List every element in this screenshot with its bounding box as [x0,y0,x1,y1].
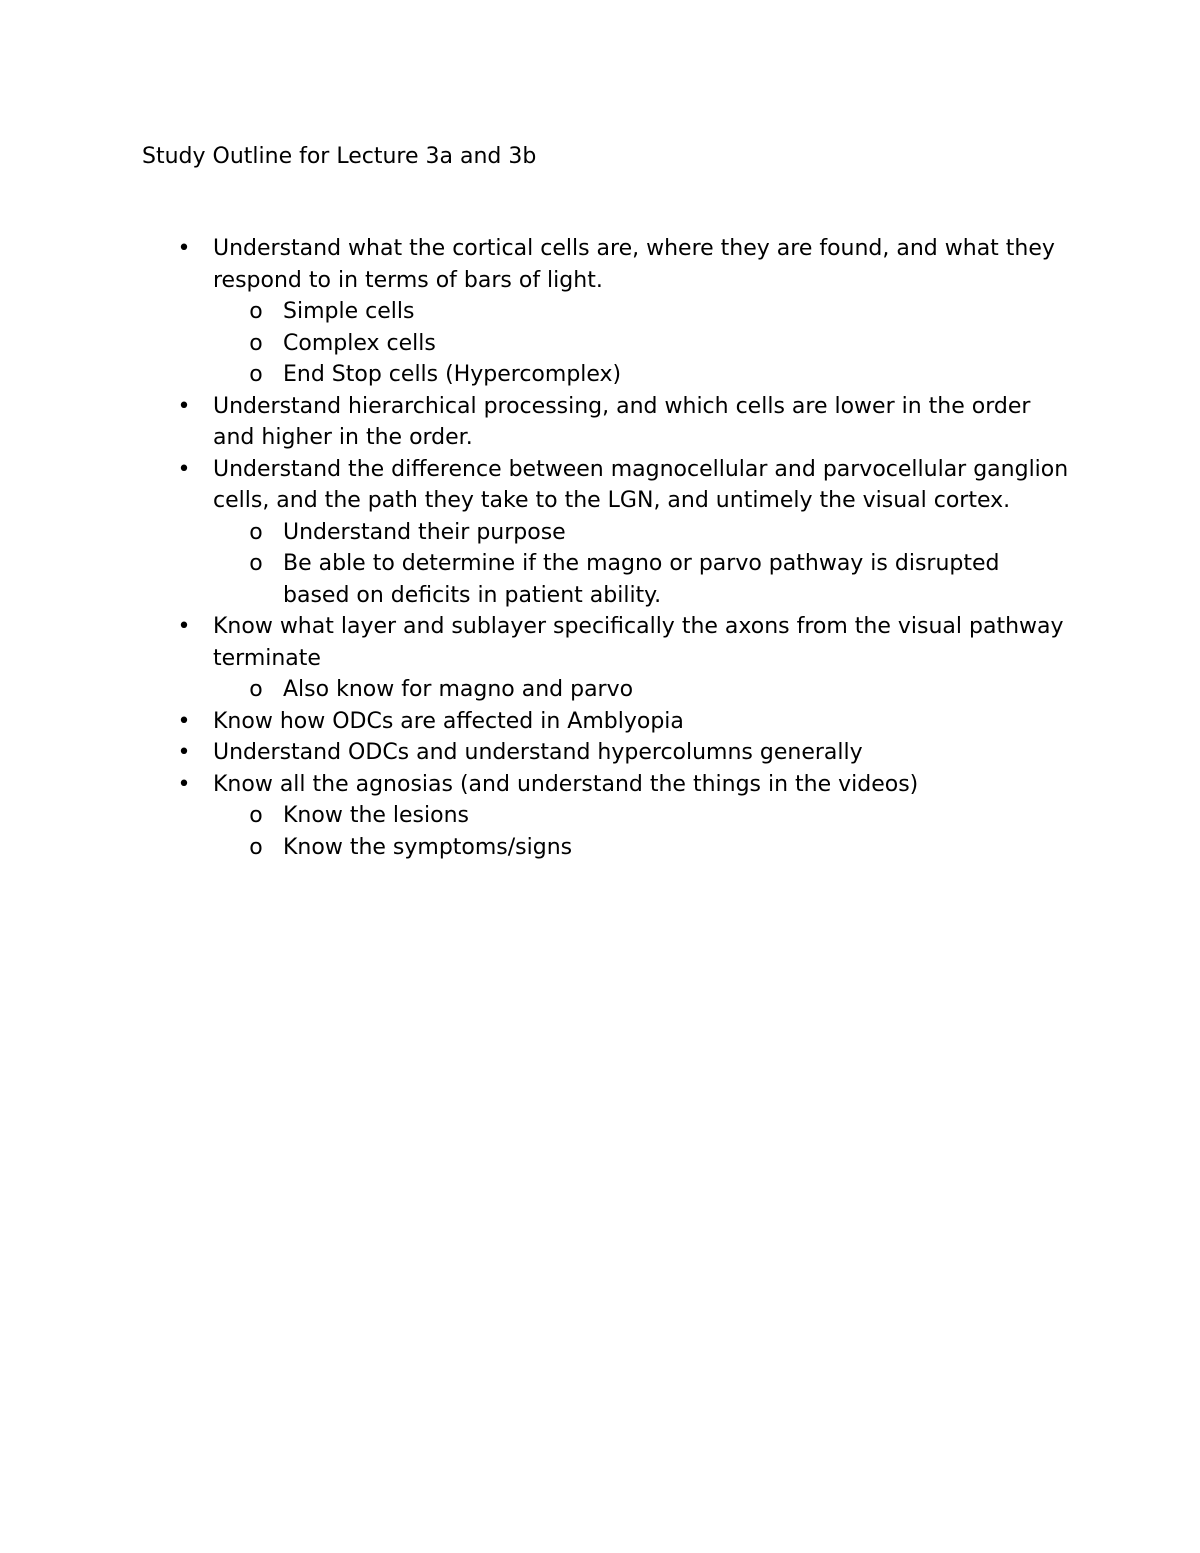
bullet-icon: • [177,708,191,734]
list-item-text: Know how ODCs are affected in Amblyopia [213,708,684,734]
sub-list-item-text: Simple cells [283,299,415,324]
bullet-icon: • [177,393,191,419]
outline-list [142,233,1072,863]
list-item [142,706,1072,738]
list-item-text: Understand the difference between magnocellular and parvocellular ganglion cells, and the path they take to the LGN, and untimely the visual cortex. [213,456,1069,513]
sub-list-item [142,328,1072,360]
bullet-icon: • [177,614,191,639]
list-item-text: Understand ODCs and understand hypercolumns generally [213,740,863,765]
sub-bullet-icon: o [249,834,263,860]
sub-bullet-icon: o [249,677,263,702]
list-item [142,737,1072,769]
sub-list-item-text: Be able to determine if the magno or parvo pathway is disrupted based on deficits in patient ability. [283,551,1000,608]
sub-bullet-icon: o [249,330,263,356]
sub-list-item-text: Also know for magno and parvo [283,677,634,702]
bullet-icon: • [177,771,191,797]
list-item [142,233,1072,296]
sub-list-item [142,517,1072,549]
bullet-icon: • [177,236,191,261]
bullet-icon: • [177,456,191,482]
sub-list-item [142,674,1072,706]
bullet-icon: • [177,740,191,765]
sub-list-item [142,832,1072,864]
sub-list-item-text: End Stop cells (Hypercomplex) [283,362,622,387]
sub-bullet-icon: o [249,299,263,324]
sub-list-item-text: Complex cells [283,330,436,356]
sub-bullet-icon: o [249,803,263,828]
sub-list-item-text: Know the lesions [283,803,470,828]
list-item [142,611,1072,674]
list-item-text: Know what layer and sublayer specifically the axons from the visual pathway terminate [213,614,1064,671]
sub-bullet-icon: o [249,551,263,576]
list-item [142,391,1072,454]
list-item [142,454,1072,517]
sub-list-item [142,548,1072,611]
sub-list-item [142,296,1072,328]
list-item [142,769,1072,801]
sub-list-item [142,800,1072,832]
list-item-text: Understand what the cortical cells are, where they are found, and what they respond to in terms of bars of light. [213,236,1055,293]
list-item-text: Understand hierarchical processing, and which cells are lower in the order and higher in the order. [213,393,1031,450]
sub-list-item-text: Understand their purpose [283,519,566,545]
sub-list-item [142,359,1072,391]
sub-list-item-text: Know the symptoms/signs [283,834,573,860]
sub-bullet-icon: o [249,362,263,387]
page-title: Study Outline for Lecture 3a and 3b [142,144,537,169]
sub-bullet-icon: o [249,519,263,545]
list-item-text: Know all the agnosias (and understand the things in the videos) [213,771,919,797]
